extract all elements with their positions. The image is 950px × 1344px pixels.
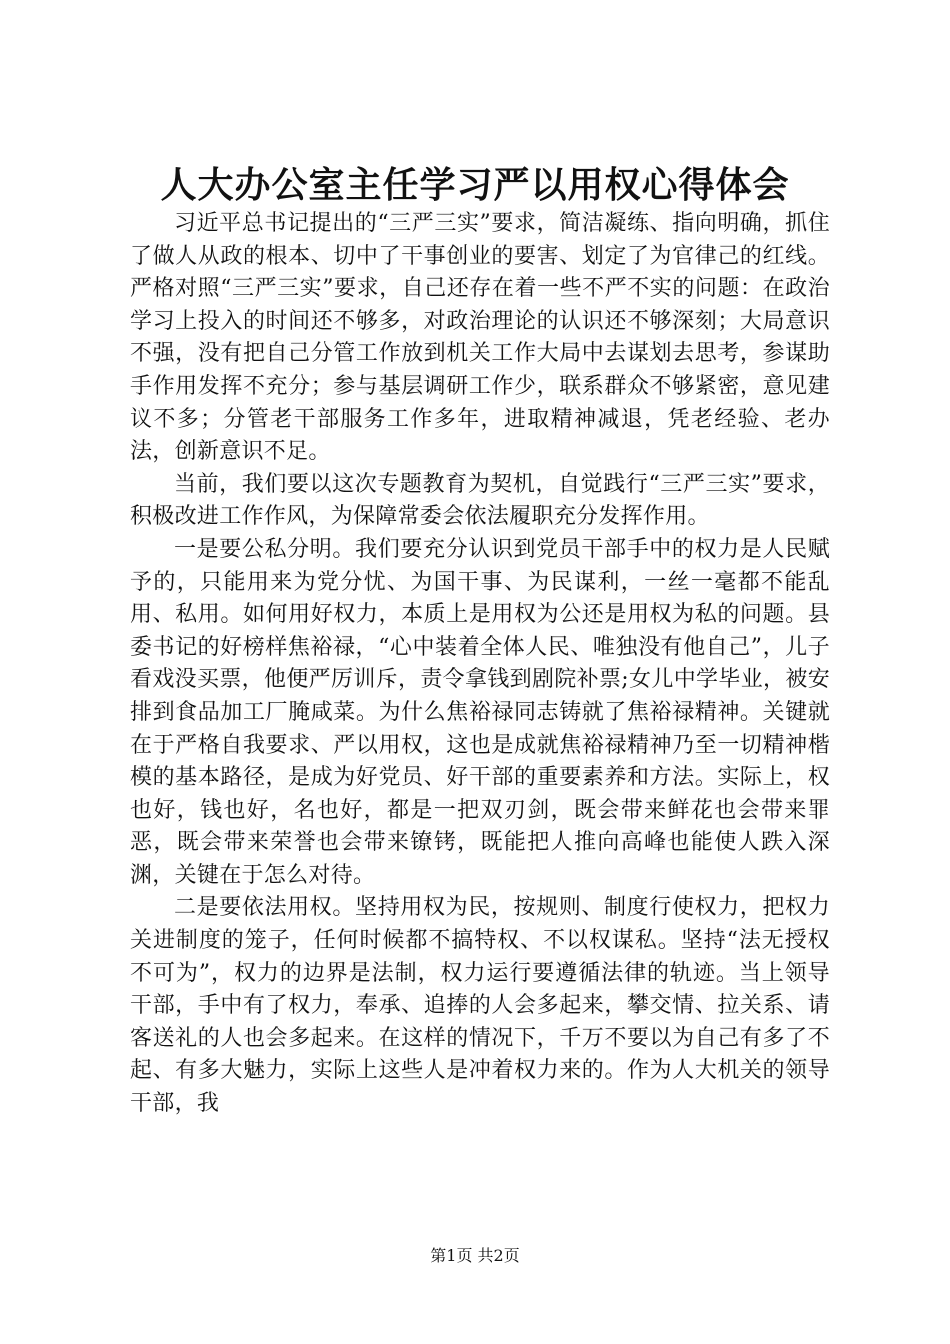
paragraph-2: 当前，我们要以这次专题教育为契机，自觉践行“三严三实”要求，积极改进工作作风，为保障常委会依法履职充分发挥作用。 xyxy=(130,471,830,530)
paragraph-4: 二是要依法用权。坚持用权为民，按规则、制度行使权力，把权力关进制度的笼子，任何时候都不搞特权、不以权谋私。坚持“法无授权不可为”，权力的边界是法制，权力运行要遵循法律的轨迹。当上领导干部，手中有了权力，奉承、追捧的人会多起来，攀交情、拉关系、请客送礼的人也会多起来。在这样的情况下，千万不要以为自己有多了不起、有多大魅力，实际上这些人是冲着权力来的。作为人大机关的领导干部，我 xyxy=(130,895,830,1117)
document-title: 人大办公室主任学习严以用权心得体会 xyxy=(160,164,790,206)
paragraph-1: 习近平总书记提出的“三严三实”要求，简洁凝练、指向明确，抓住了做人从政的根本、切中了干事创业的要害、划定了为官律己的红线。严格对照“三严三实”要求，自己还存在着一些不严不实的问题：在政治学习上投入的时间还不够多，对政治理论的认识还不够深刻；大局意识不强，没有把自己分管工作放到机关工作大局中去谋划去思考，参谋助手作用发挥不充分；参与基层调研工作少，联系群众不够紧密，意见建议不多；分管老干部服务工作多年，进取精神减退，凭老经验、老办法，创新意识不足。 xyxy=(130,211,830,465)
page-footer: 第1页 共2页 xyxy=(430,1246,520,1265)
paragraph-3: 一是要公私分明。我们要充分认识到党员干部手中的权力是人民赋予的，只能用来为党分忧、为国干事、为民谋利，一丝一毫都不能乱用、私用。如何用好权力，本质上是用权为公还是用权为私的问题。县委书记的好榜样焦裕禄，“心中装着全体人民、唯独没有他自己”，儿子看戏没买票，他便严厉训斥，责令拿钱到剧院补票;女儿中学毕业，被安排到食品加工厂腌咸菜。为什么焦裕禄同志铸就了焦裕禄精神。关键就在于严格自我要求、严以用权，这也是成就焦裕禄精神乃至一切精神楷模的基本路径，是成为好党员、好干部的重要素养和方法。实际上，权也好，钱也好，名也好，都是一把双刃剑，既会带来鲜花也会带来罪恶，既会带来荣誉也会带来镣铐，既能把人推向高峰也能使人跌入深渊，关键在于怎么对待。 xyxy=(130,536,830,888)
document-body xyxy=(130,208,830,1121)
